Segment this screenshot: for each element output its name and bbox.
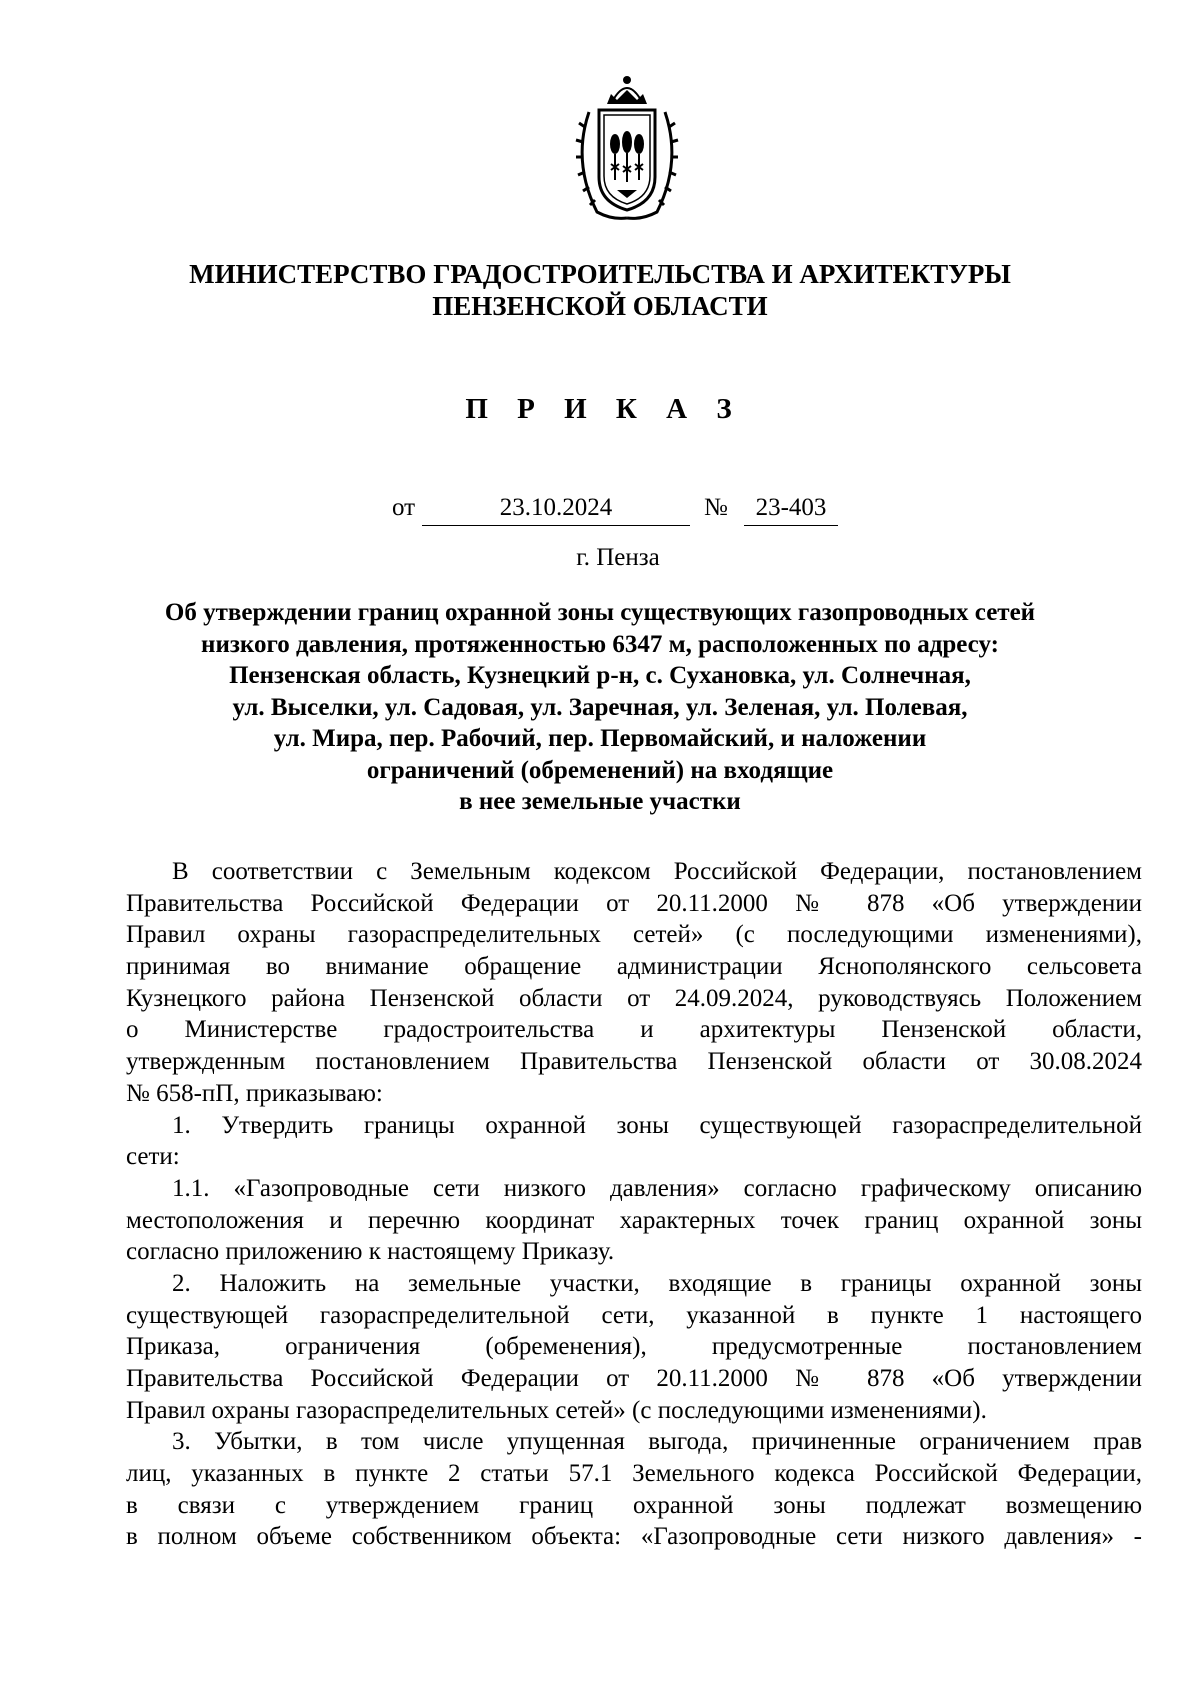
body-line: местоположения и перечню координат характерных точек границ охранной зоны: [126, 1206, 1142, 1234]
ministry-name-line-2: ПЕНЗЕНСКОЙ ОБЛАСТИ: [432, 291, 768, 321]
body-line: согласно приложению к настоящему Приказу.: [126, 1238, 615, 1266]
body-line: Правительства Российской Федерации от 20.11.2000 № 878 «Об утверждении: [126, 889, 1142, 917]
coat-of-arms-emblem: [567, 72, 687, 222]
number-prefix: №: [704, 494, 728, 521]
body-line: Правил охраны газораспределительных сетей» (с последующими изменениями).: [126, 1396, 987, 1424]
body-line: 1.1. «Газопроводные сети низкого давления» согласно графическому описанию: [172, 1174, 1142, 1202]
body-line: Приказа, ограничения (обременения), предусмотренные постановлением: [126, 1333, 1142, 1361]
body-line: Правил охраны газораспределительных сетей» (с последующими изменениями),: [126, 921, 1142, 949]
body-line: 3. Убытки, в том числе упущенная выгода, причиненные ограничением прав: [172, 1428, 1142, 1456]
document-type-title: П Р И К А З: [465, 393, 743, 425]
body-line: в связи с утверждением границ охранной зоны подлежат возмещению: [126, 1491, 1142, 1519]
body-line: Кузнецкого района Пензенской области от 24.09.2024, руководствуясь Положением: [126, 984, 1142, 1012]
body-line: Правительства Российской Федерации от 20.11.2000 № 878 «Об утверждении: [126, 1365, 1142, 1392]
city: г. Пенза: [576, 544, 660, 571]
body-line: № 658-пП, приказываю:: [126, 1079, 383, 1107]
heading-line: ул. Мира, пер. Рабочий, пер. Первомайский, и наложении: [273, 725, 927, 752]
body-line: существующей газораспределительной сети, указанной в пункте 1 настоящего: [126, 1301, 1142, 1329]
body-line: принимая во внимание обращение администрации Яснополянского сельсовета: [126, 953, 1142, 981]
heading-line: ограничений (обременений) на входящие: [366, 756, 834, 784]
heading-line: в нее земельные участки: [459, 788, 741, 815]
heading-line: Пензенская область, Кузнецкий р-н, с. Сухановка, ул. Солнечная,: [229, 662, 971, 689]
body-line: о Министерстве градостроительства и архитектуры Пензенской области,: [126, 1016, 1142, 1044]
heading-line: Об утверждении границ охранной зоны существующих газопроводных сетей: [164, 599, 1036, 626]
body-line: в полном объеме собственником объекта: «Газопроводные сети низкого давления» -: [126, 1523, 1142, 1551]
date-prefix: от: [392, 494, 416, 521]
ministry-name-line-1: МИНИСТЕРСТВО ГРАДОСТРОИТЕЛЬСТВА И АРХИТЕКТУРЫ: [189, 259, 1011, 289]
body-line: 2. Наложить на земельные участки, входящие в границы охранной зоны: [172, 1269, 1142, 1297]
heading-line: ул. Выселки, ул. Садовая, ул. Заречная, ул. Зеленая, ул. Полевая,: [232, 693, 968, 721]
order-number: 23-403: [744, 494, 838, 526]
heading-line: низкого давления, протяженностью 6347 м, расположенных по адресу:: [201, 630, 999, 658]
ministry-name: [0, 258, 1200, 322]
body-line: лиц, указанных в пункте 2 статьи 57.1 Земельного кодекса Российской Федерации,: [126, 1460, 1142, 1488]
order-body: [126, 856, 1142, 1553]
body-line: сети:: [126, 1143, 180, 1171]
body-line: 1. Утвердить границы охранной зоны существующей газораспределительной: [172, 1111, 1142, 1139]
order-heading: [100, 597, 1100, 818]
body-line: В соответствии с Земельным кодексом Российской Федерации, постановлением: [172, 858, 1142, 885]
body-line: утвержденным постановлением Правительства Пензенской области от 30.08.2024: [126, 1048, 1142, 1076]
order-date: 23.10.2024: [422, 494, 690, 526]
